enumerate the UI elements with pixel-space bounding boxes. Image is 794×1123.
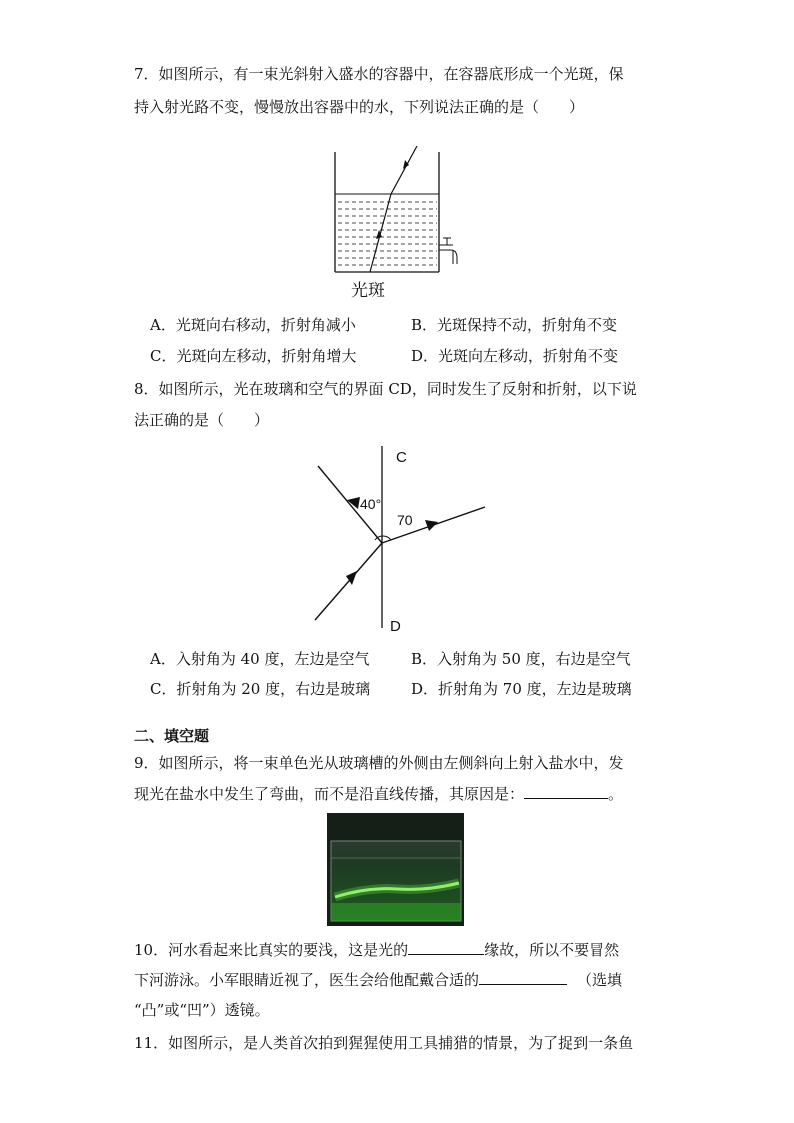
q7-figure-label: 光斑 <box>351 281 385 301</box>
q7-option-a[interactable]: A．光斑向右移动，折射角减小 <box>150 316 356 334</box>
q8-angle-70: 70 <box>397 512 413 528</box>
q9-photo <box>327 813 464 926</box>
q10-line-1-text: 10．河水看起来比真实的要浅，这是光的 <box>134 941 409 959</box>
q9-line-2 <box>134 784 623 804</box>
q10-answer-blank-2[interactable] <box>479 970 567 985</box>
q10-line-2-end: （选填 <box>577 971 623 989</box>
q7-option-b[interactable]: B．光斑保持不动，折射角不变 <box>411 316 618 334</box>
section-title: 二、填空题 <box>134 727 210 745</box>
q7-line-1: 7．如图所示，有一束光斜射入盛水的容器中，在容器底形成一个光斑，保 <box>134 65 624 83</box>
q10-line-2 <box>134 970 622 990</box>
q8-option-a[interactable]: A．入射角为 40 度，左边是空气 <box>150 650 370 668</box>
q7-line-2: 持入射光路不变，慢慢放出容器中的水，下列说法正确的是（ ） <box>134 98 585 116</box>
q10-line-1-end: 缘故，所以不要冒然 <box>484 941 620 959</box>
q10-line-1 <box>134 940 619 960</box>
q10-line-3: “凸”或“凹”）透镜。 <box>134 1001 270 1019</box>
q8-line-2: 法正确的是（ ） <box>134 411 270 429</box>
q7-option-c[interactable]: C．光斑向左移动，折射角增大 <box>150 347 357 365</box>
q8-option-b[interactable]: B．入射角为 50 度，右边是空气 <box>411 650 631 668</box>
q10-line-2-text: 下河游泳。小军眼睛近视了，医生会给他配戴合适的 <box>134 971 480 989</box>
q7-option-d[interactable]: D．光斑向左移动，折射角不变 <box>411 347 619 365</box>
q10-answer-blank-1[interactable] <box>408 940 484 955</box>
q9-line-2-text: 现光在盐水中发生了弯曲，而不是沿直线传播，其原因是： <box>134 785 525 803</box>
q9-line-2-end: 。 <box>608 785 624 803</box>
q8-angle-40: 40° <box>360 496 382 512</box>
q8-label-d: D <box>390 618 401 635</box>
q9-line-1: 9．如图所示，将一束单色光从玻璃槽的外侧由左侧斜向上射入盐水中，发 <box>134 754 624 772</box>
q11-line-1: 11．如图所示，是人类首次拍到猩猩使用工具捕猎的情景，为了捉到一条鱼 <box>134 1034 634 1052</box>
q8-figure <box>305 440 505 644</box>
q8-option-c[interactable]: C．折射角为 20 度，右边是玻璃 <box>150 680 371 698</box>
q7-figure <box>325 146 470 310</box>
q8-line-1: 8．如图所示，光在玻璃和空气的界面 CD，同时发生了反射和折射，以下说 <box>134 380 637 398</box>
q8-option-d[interactable]: D．折射角为 70 度，左边是玻璃 <box>411 680 632 698</box>
q8-label-c: C <box>396 449 407 466</box>
q9-answer-blank[interactable] <box>524 784 608 799</box>
